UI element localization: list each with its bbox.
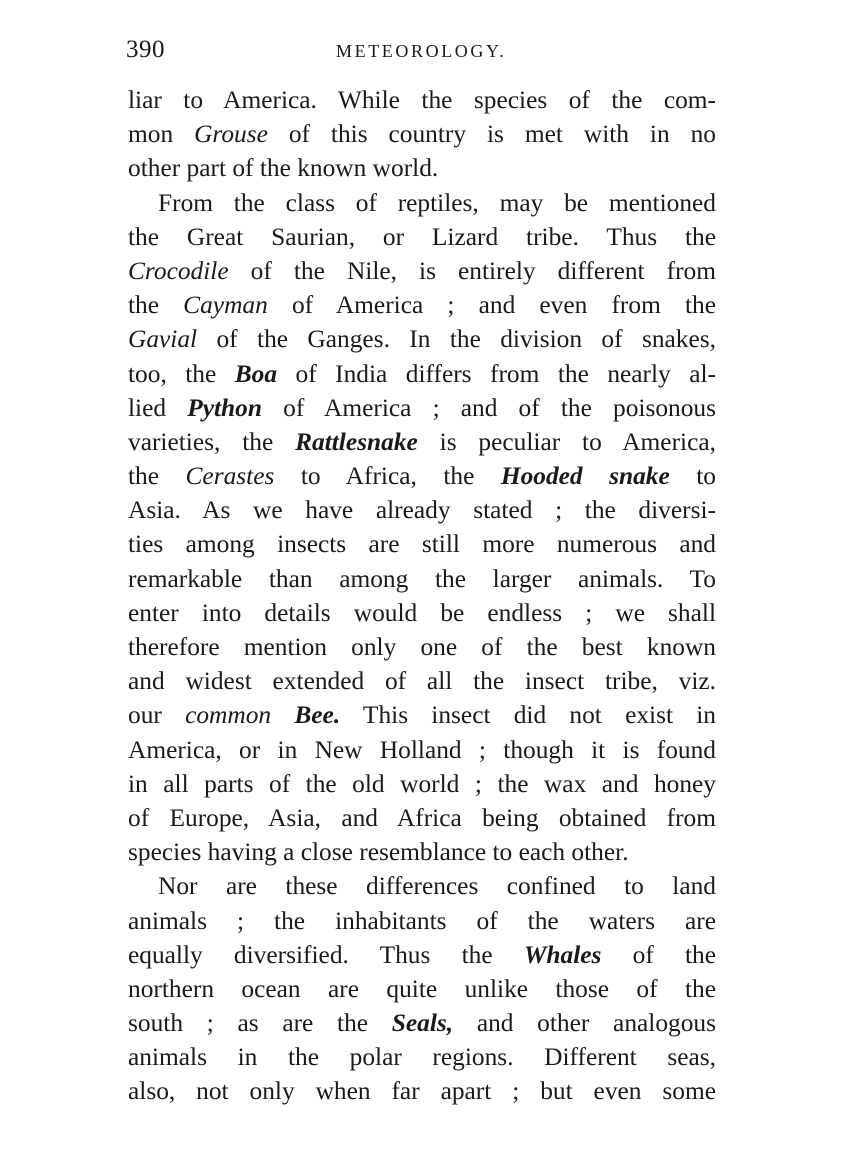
text-run: to [669,462,716,491]
emphasized-term: Hooded snake [500,462,670,491]
emphasized-term: Python [187,393,262,422]
emphasized-term: Bee. [294,701,341,730]
text-line [128,630,716,664]
text-run: is peculiar to America, [417,427,716,456]
text-run: mon [128,120,195,149]
text-run: northern ocean are quite unlike those of the [128,974,716,1003]
text-line [128,151,716,185]
text-run: in all parts of the old world ; the wax and honey [128,769,716,798]
text-run: south ; as are the [128,1009,392,1038]
text-run: lied [128,393,188,422]
italic-term: Crocodile [128,256,229,285]
text-line [128,493,716,527]
text-run: varieties, the [128,427,296,456]
emphasized-term: Whales [523,940,602,969]
text-run: of Europe, Asia, and Africa being obtained from [128,803,716,832]
text-run: This insect did not exist in [340,701,716,730]
text-run: to Africa, the [274,462,501,491]
text-run: equally diversified. Thus the [128,940,524,969]
text-run: of this country is met with in no [267,120,716,149]
text-run: of India differs from the nearly al- [277,359,716,388]
text-run: ties among insects are still more numerous and [128,530,716,559]
text-run: Asia. As we have already stated ; the diversi- [128,496,716,525]
text-line [128,664,716,698]
italic-term: common [185,701,272,730]
text-run: of America ; and even from the [267,291,716,320]
text-run: America, or in New Holland ; though it is found [128,735,716,764]
text-run: and widest extended of all the insect tribe, viz. [128,667,716,696]
text-line [128,1040,716,1074]
text-line [128,357,716,391]
running-head: METEOROLOGY. [336,41,507,61]
text-line [128,904,716,938]
page-header [126,36,716,70]
text-line [128,322,716,356]
text-run: animals in the polar regions. Different seas, [128,1043,716,1072]
body-text [128,83,716,1109]
text-line [128,1074,716,1108]
text-run: of the [601,940,716,969]
text-run: liar to America. While the species of the com- [128,86,716,114]
text-line [128,459,716,493]
text-line [128,767,716,801]
page-number: 390 [126,36,165,63]
text-line [128,972,716,1006]
text-run: of America ; and of the poisonous [262,393,716,422]
text-run: remarkable than among the larger animals. To [128,564,716,593]
text-run [271,701,294,729]
text-run: our [128,701,186,730]
text-run: Nor are these differences confined to land [158,872,716,901]
text-run: also, not only when far apart ; but even some [128,1077,716,1106]
italic-term: Cerastes [185,462,275,491]
text-line [128,1006,716,1040]
italic-term: Gavial [128,325,198,354]
text-line [128,869,716,903]
text-run: the [128,291,184,320]
text-line [128,562,716,596]
text-line [128,938,716,972]
text-line [128,698,716,732]
text-line [128,254,716,288]
text-run: From the class of reptiles, may be mentioned [158,188,716,217]
text-line [128,186,716,220]
text-run: other part of the known world. [128,154,439,183]
text-line [128,220,716,254]
text-line [128,288,716,322]
text-run: enter into details would be endless ; we shall [128,598,716,627]
text-line [128,391,716,425]
text-run: therefore mention only one of the best known [128,633,716,661]
emphasized-term: Boa [234,359,278,388]
text-run: of the Ganges. In the division of snakes, [197,325,716,354]
emphasized-term: Rattlesnake [295,427,418,456]
text-run: the [128,462,186,491]
text-line [128,596,716,630]
italic-term: Cayman [183,291,268,320]
emphasized-term: Seals, [391,1009,454,1038]
text-line [128,733,716,767]
text-run: animals ; the inhabitants of the waters are [128,906,716,935]
text-run: of the Nile, is entirely different from [228,256,716,285]
text-run: too, the [128,359,235,388]
text-line [128,83,716,117]
italic-term: Grouse [194,120,268,149]
text-line [128,527,716,561]
text-run: and other analogous [453,1009,717,1038]
text-line [128,801,716,835]
text-line [128,117,716,151]
text-line [128,425,716,459]
text-run: the Great Saurian, or Lizard tribe. Thus the [128,222,716,251]
text-line [128,835,716,869]
text-run: species having a close resemblance to each other. [128,838,629,867]
